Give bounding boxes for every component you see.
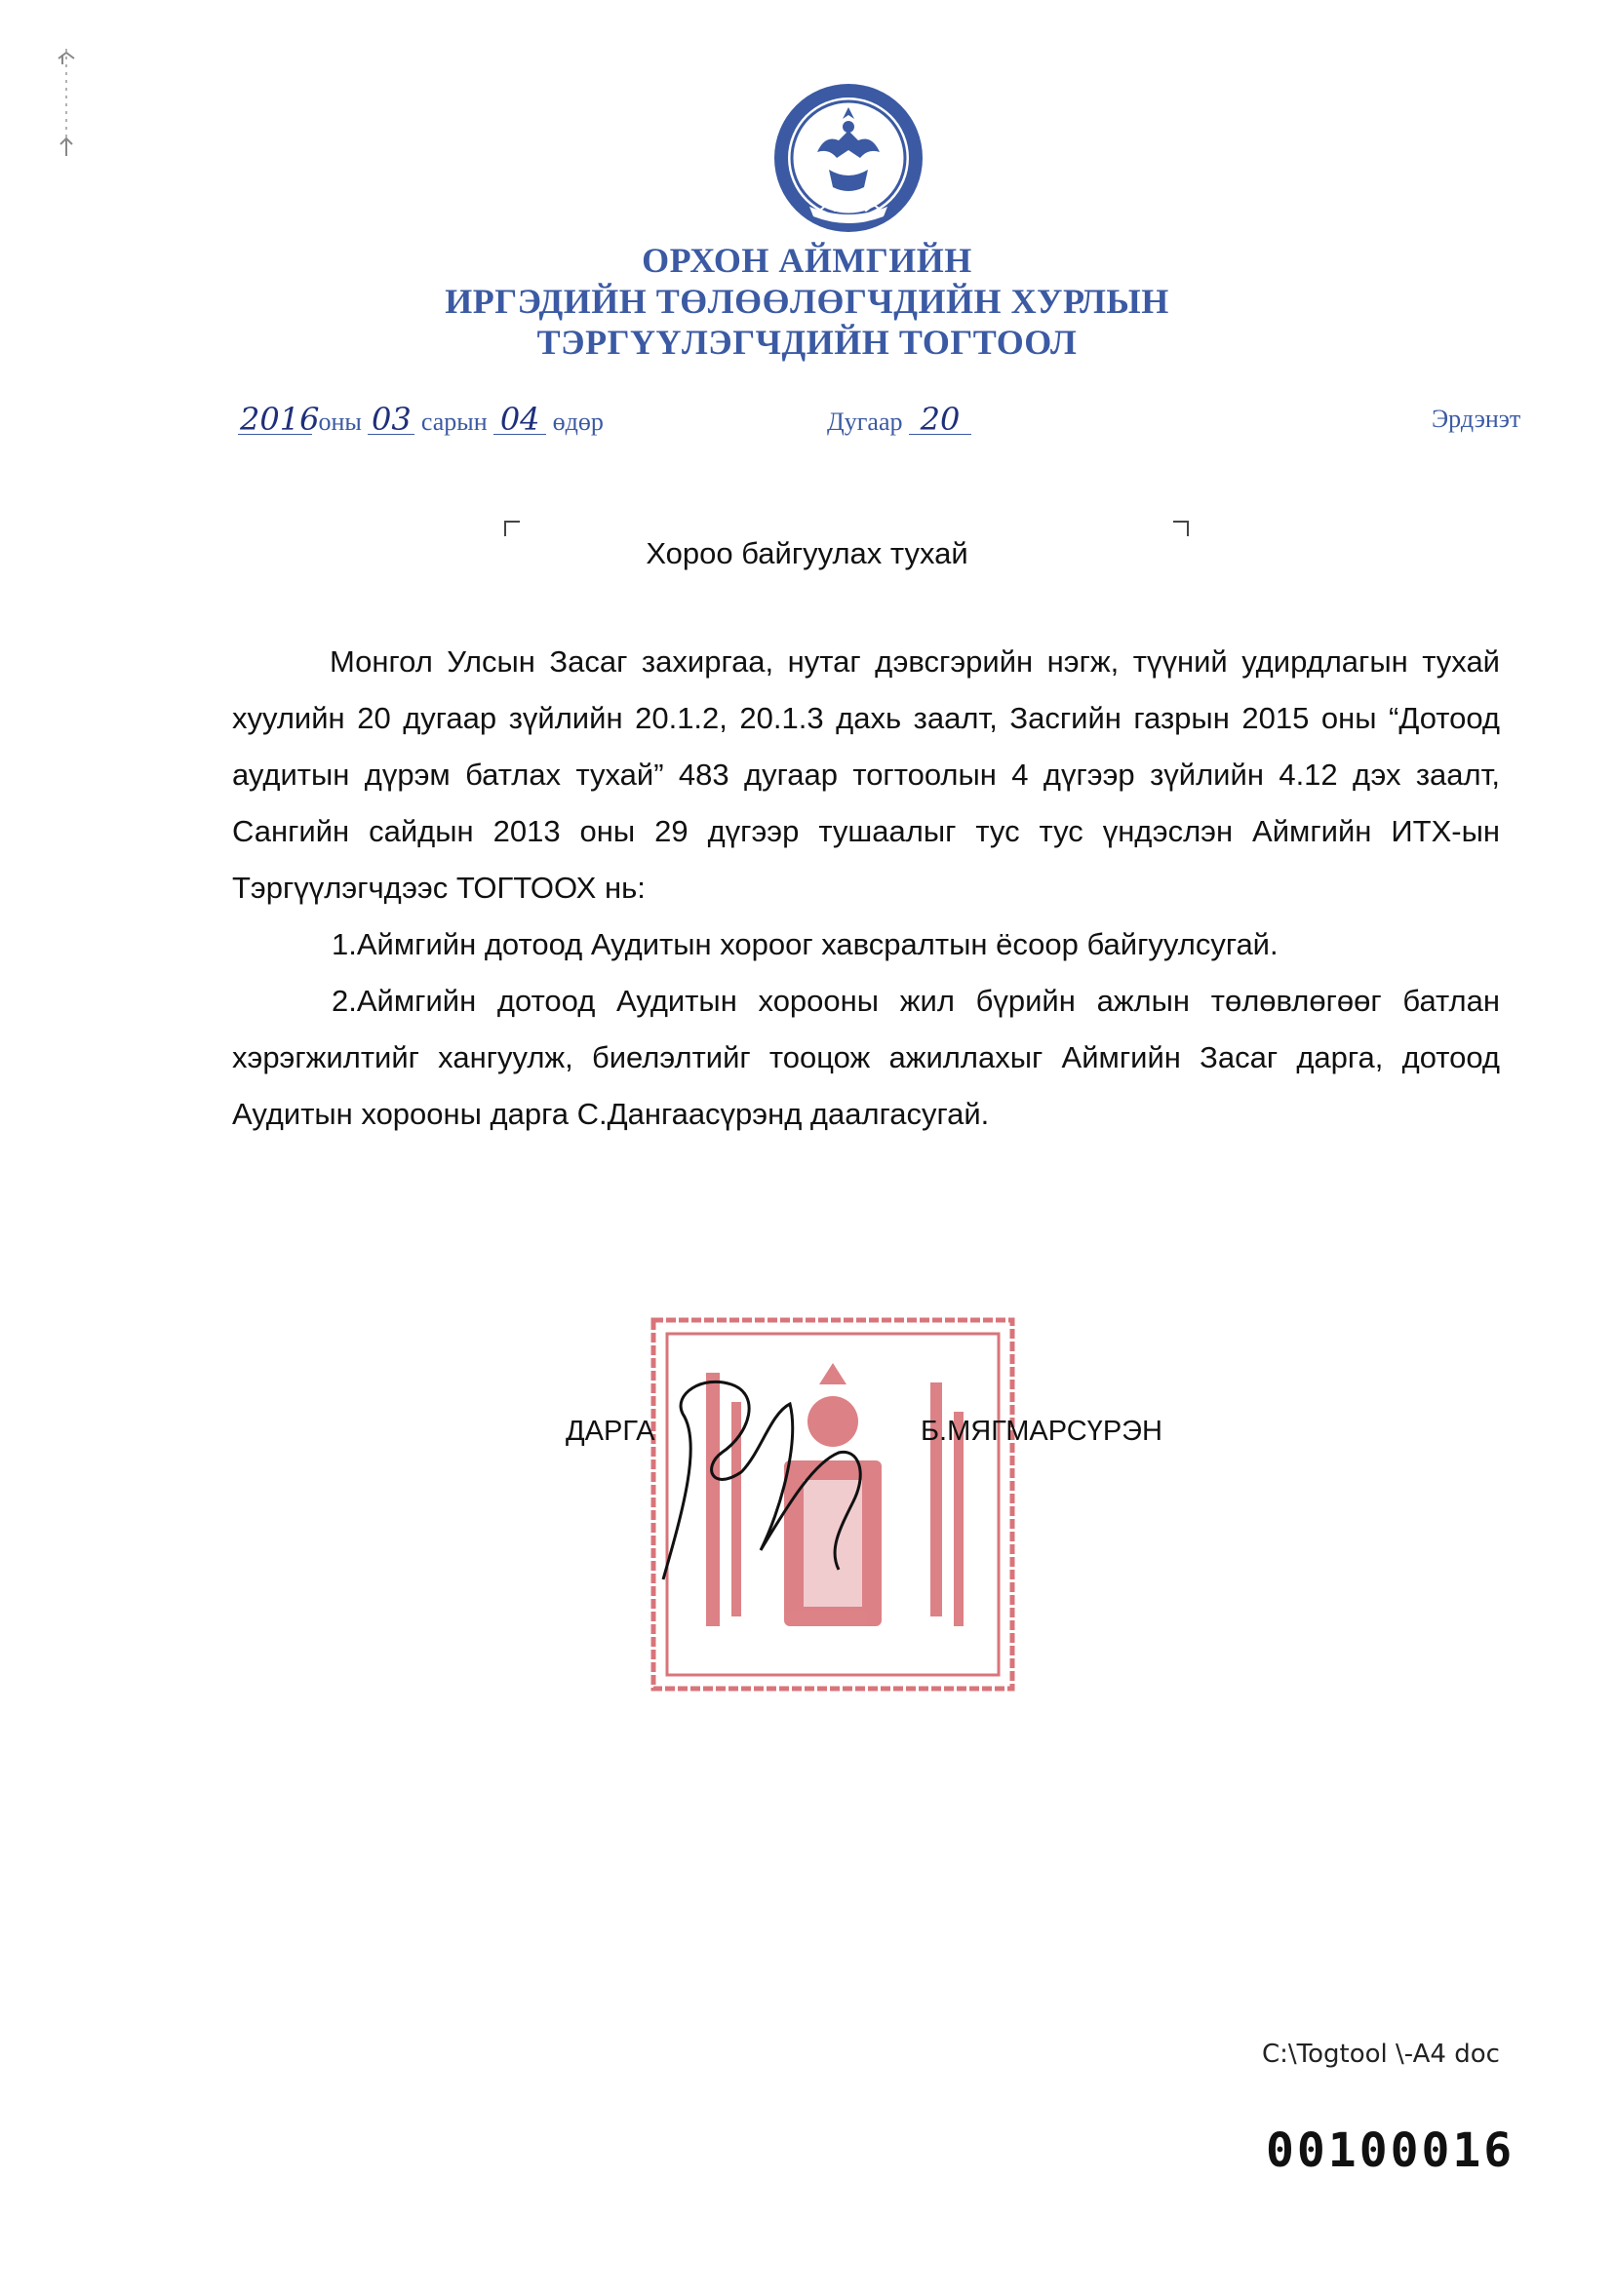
- body-item-2: 2.Аймгийн дотоод Аудитын хорооны жил бүрийн ажлын төлөвлөгөөг батлан хэрэгжилтийг хангуулж, биелэлтийг тооцож ажиллахыг Аймгийн Засаг дарга, дотоод Аудитын хорооны дарга С.Дангаасүрэнд даалгасугай.: [232, 984, 1500, 1131]
- body-intro-paragraph: Монгол Улсын Засаг захиргаа, нутаг дэвсгэрийн нэгж, түүний удирдлагын тухай хуулийн 20 дугаар зүйлийн 20.1.2, 20.1.3 дахь заалт, Засгийн газрын 2015 оны “Дотоод аудитын дүрэм батлах тухай” 483 дугаар тогтоолын 4 дүгээр зүйлийн 4.12 дэх заалт, Сангийн сайдын 2013 оны 29 дүгээр тушаалыг тус тус үндэслэн Аймгийн ИТХ-ын Тэргүүлэгчдээс ТОГТООХ нь:: [232, 644, 1500, 905]
- date-day-suffix: өдөр: [552, 408, 604, 436]
- signatory-name: Б.МЯГМАРСҮРЭН: [921, 1416, 1162, 1447]
- resolution-subject: Хороо байгуулах тухай: [646, 536, 968, 570]
- body-item-1: 1.Аймгийн дотоод Аудитын хороог хавсралтын ёсоор байгуулсугай.: [332, 927, 1279, 961]
- document-file-path: C:\Togtool \-A4 doc: [1262, 2040, 1500, 2069]
- date-month: 03: [368, 405, 414, 435]
- resolution-date: [238, 401, 604, 438]
- date-year-suffix: оны: [318, 408, 362, 436]
- date-day: 04: [493, 405, 546, 435]
- serial-number: 00100016: [1266, 2123, 1516, 2178]
- handwritten-signature: [644, 1355, 897, 1599]
- organization-name-line2: ИРГЭДИЙН ТӨЛӨӨЛӨГЧДИЙН ХУРЛЫН: [445, 282, 1169, 321]
- date-month-suffix: сарын: [420, 408, 488, 436]
- document-type-title: ТЭРГҮҮЛЭГЧДИЙН ТОГТООЛ: [536, 323, 1078, 362]
- resolution-body: [232, 634, 1500, 1143]
- signatory-title: ДАРГА: [566, 1416, 655, 1447]
- organization-name-line1: ОРХОН АЙМГИЙН: [642, 241, 972, 280]
- number-label: Дугаар: [827, 408, 903, 436]
- binder-hole-marks: [39, 19, 78, 166]
- number-value: 20: [909, 405, 971, 435]
- subject-corner-left: [504, 521, 520, 536]
- state-emblem-icon: [770, 80, 926, 236]
- resolution-place: Эрдэнэт: [1432, 405, 1521, 433]
- subject-corner-right: [1173, 521, 1189, 536]
- resolution-number: [827, 401, 971, 438]
- date-year: 2016: [240, 401, 320, 438]
